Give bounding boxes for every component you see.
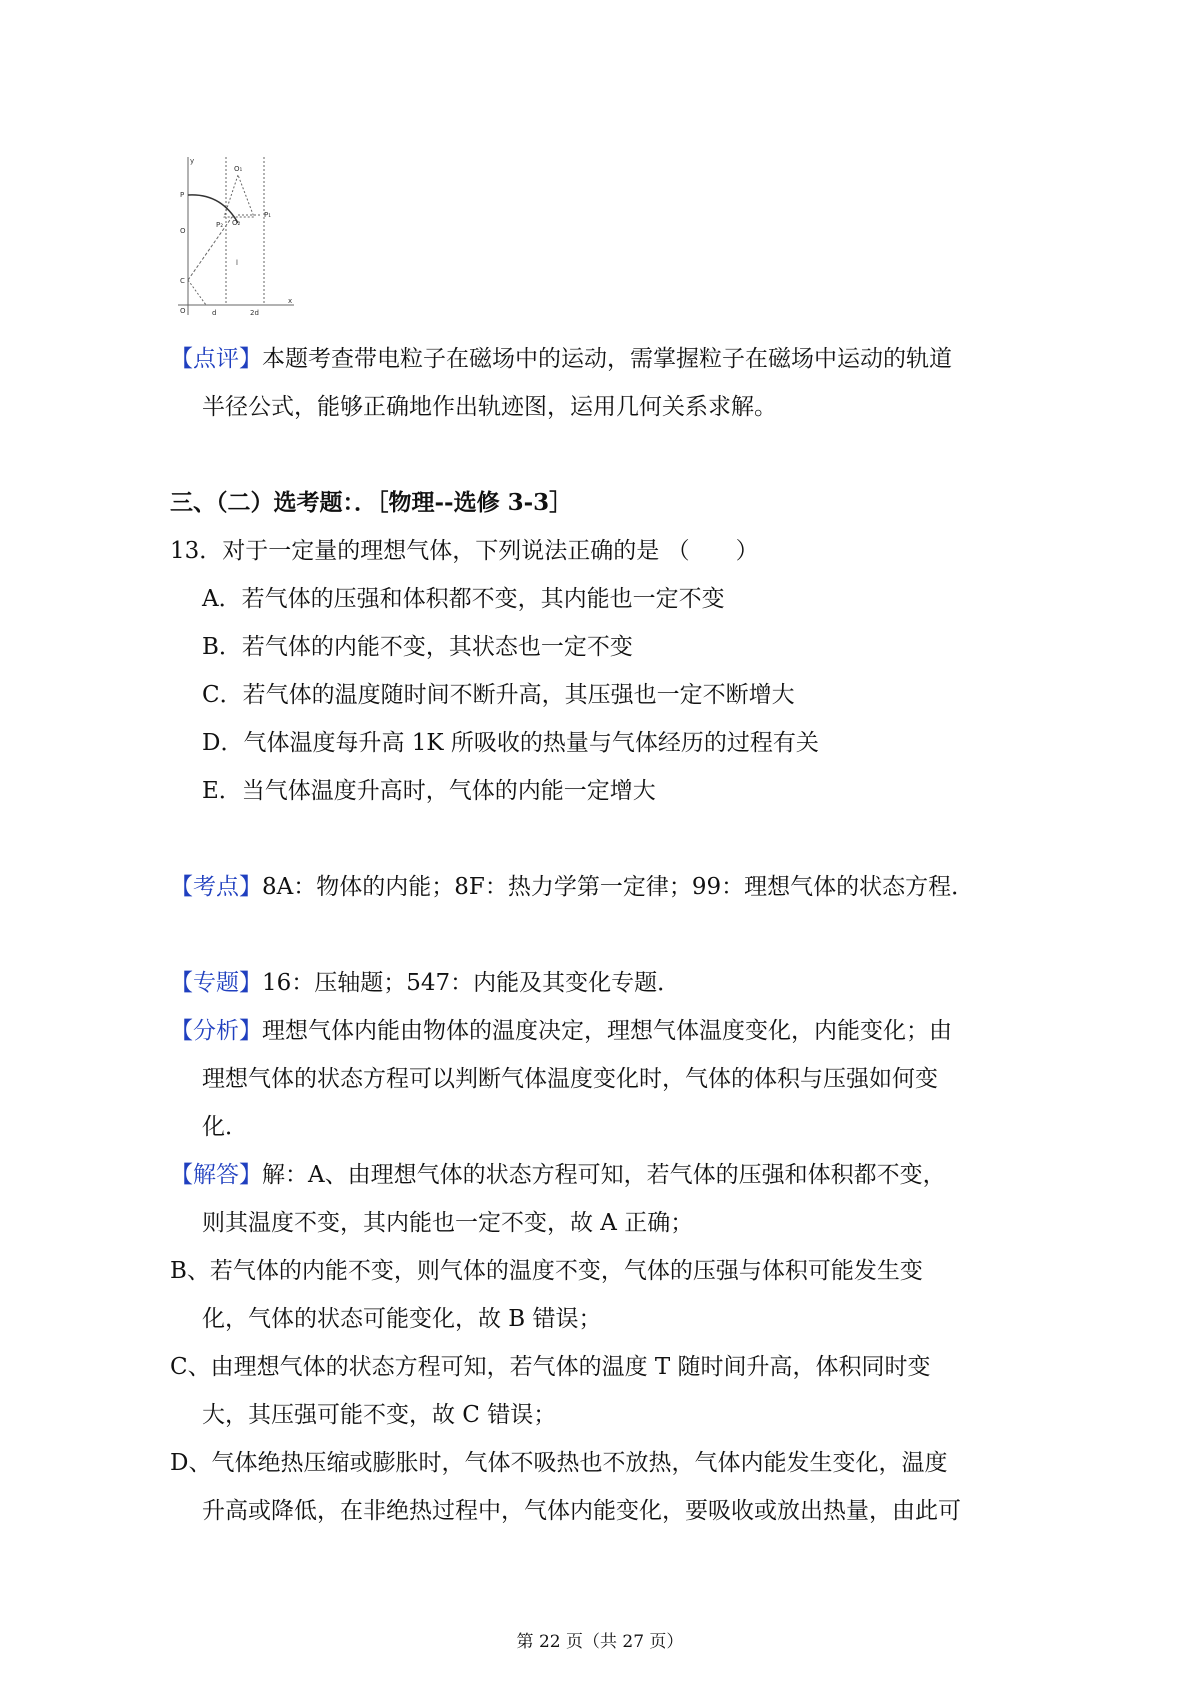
jieda-line-1 [170, 1159, 946, 1191]
zhuanti-line [170, 967, 680, 999]
label-y: y [190, 157, 195, 165]
comment-text-1: 本题考查带电粒子在磁场中的运动，需掌握粒子在磁场中运动的轨道 [262, 346, 952, 372]
jieda-b-line-1: B、若气体的内能不变，则气体的温度不变，气体的压强与体积可能发生变 [170, 1258, 923, 1284]
option-b: B．若气体的内能不变，其状态也一定不变 [202, 634, 633, 660]
jieda-b-line-2: 化，气体的状态可能变化，故 B 错误； [202, 1306, 602, 1332]
option-d: D．气体温度每升高 1K 所吸收的热量与气体经历的过程有关 [202, 730, 819, 756]
jieda-d-line-2: 升高或降低，在非绝热过程中，气体内能变化，要吸收或放出热量，由此可 [202, 1498, 961, 1524]
label-o: O [180, 227, 186, 235]
fenxi-line-3: 化． [202, 1114, 248, 1140]
jieda-c-line-1: C、由理想气体的状态方程可知，若气体的温度 T 随时间升高，体积同时变 [170, 1354, 931, 1380]
jieda-line-2: 则其温度不变，其内能也一定不变，故 A 正确； [202, 1210, 694, 1236]
label-l: l [236, 259, 238, 267]
question-stem: 13．对于一定量的理想气体，下列说法正确的是 （ ） [170, 538, 759, 564]
label-p2: P₂ [216, 221, 224, 229]
kaodian-line [170, 871, 974, 903]
label-p: P [180, 191, 185, 199]
kaodian-tag: 【考点】 [170, 874, 262, 900]
label-o2: O₂ [232, 219, 241, 227]
comment-line-1 [170, 343, 952, 375]
section-heading: 三、（二）选考题：．［物理--选修 3-3］ [170, 489, 573, 516]
comment-line-2: 半径公式，能够正确地作出轨迹图，运用几何关系求解。 [202, 394, 777, 420]
option-c: C．若气体的温度随时间不断升高，其压强也一定不断增大 [202, 682, 795, 708]
label-o1: O₁ [234, 165, 243, 173]
jieda-tag: 【解答】 [170, 1162, 262, 1188]
zhuanti-tag: 【专题】 [170, 970, 262, 996]
fenxi-text-1: 理想气体内能由物体的温度决定，理想气体温度变化，内能变化；由 [262, 1018, 952, 1044]
fenxi-tag: 【分析】 [170, 1018, 262, 1044]
label-c: C [180, 277, 185, 285]
label-2d: 2d [250, 309, 259, 317]
comment-tag: 【点评】 [170, 346, 262, 372]
fenxi-line-2: 理想气体的状态方程可以判断气体温度变化时，气体的体积与压强如何变 [202, 1066, 938, 1092]
option-e: E．当气体温度升高时，气体的内能一定增大 [202, 778, 656, 804]
label-origin: O [180, 307, 186, 315]
kaodian-text: 8A：物体的内能；8F：热力学第一定律；99：理想气体的状态方程． [262, 874, 975, 900]
label-d: d [212, 309, 217, 317]
trajectory-figure [176, 155, 296, 325]
label-p1: P₁ [264, 211, 272, 219]
fenxi-line-1 [170, 1015, 952, 1047]
zhuanti-text: 16：压轴题；547：内能及其变化专题． [262, 970, 681, 996]
jieda-text-1: 解：A、由理想气体的状态方程可知，若气体的压强和体积都不变， [262, 1162, 946, 1188]
option-a: A．若气体的压强和体积都不变，其内能也一定不变 [202, 586, 725, 612]
jieda-c-line-2: 大，其压强可能不变，故 C 错误； [202, 1402, 557, 1428]
jieda-d-line-1: D、气体绝热压缩或膨胀时，气体不吸热也不放热，气体内能发生变化，温度 [170, 1450, 948, 1476]
label-x: x [288, 297, 293, 305]
page-footer: 第 22 页（共 27 页） [516, 1632, 684, 1652]
